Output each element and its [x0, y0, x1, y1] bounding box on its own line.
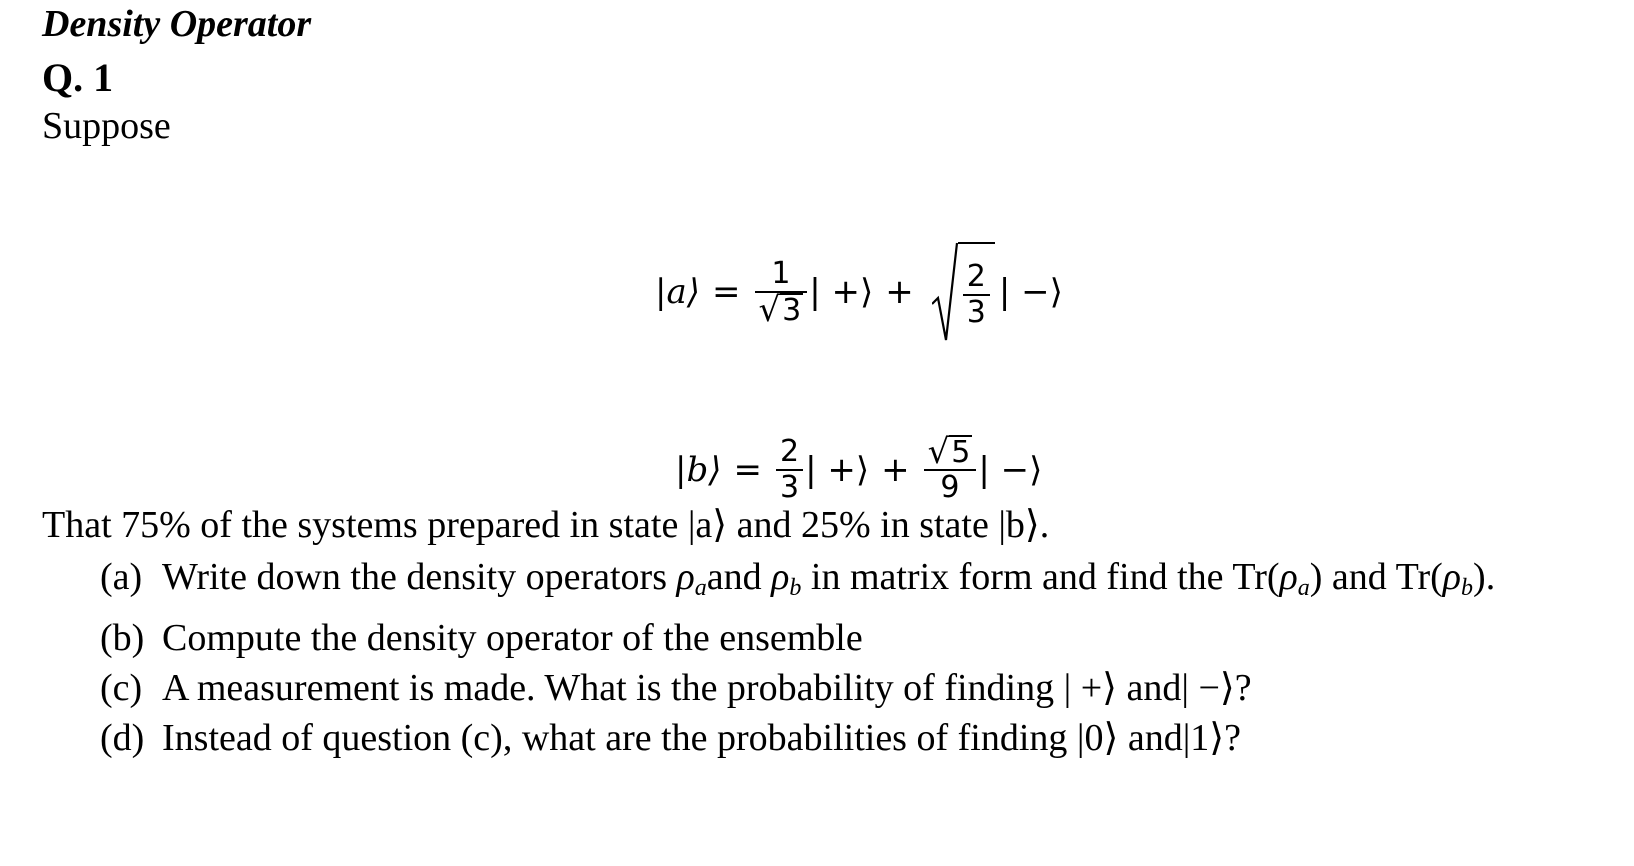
ket-plus: | +⟩	[805, 450, 870, 490]
plus-sign: +	[881, 450, 910, 490]
sqrt-icon: √	[758, 290, 781, 331]
list-item	[100, 713, 1620, 763]
section-heading: Density Operator	[42, 3, 312, 45]
fraction-two-thirds	[776, 435, 803, 506]
part-text: A measurement is made. What is the probability of finding | +⟩ and| −⟩?	[162, 667, 1252, 709]
plus-sign: +	[885, 272, 914, 312]
part-label: (a)	[100, 556, 143, 598]
fraction-root-five-over-nine	[924, 431, 977, 506]
fraction-one-over-root-three	[755, 255, 808, 331]
numerator: 2	[779, 433, 800, 469]
list-item	[100, 552, 1620, 613]
equals-sign: =	[712, 272, 741, 312]
sqrt-two-thirds	[932, 242, 995, 342]
denominator: 3	[966, 295, 986, 330]
denominator: 3	[779, 470, 800, 505]
sqrt-icon	[932, 242, 958, 342]
numerator: 2	[966, 258, 986, 294]
part-text: Write down the density operators $\rho_aand$ $\rho_b$ in matrix form and find the $Tr(\rho_a)$ and $Tr(\rho_b)$.	[162, 556, 1496, 601]
denominator-sqrt	[755, 290, 808, 331]
radicand: 5	[951, 434, 971, 470]
part-label: (d)	[100, 717, 145, 759]
equation-a	[655, 232, 1063, 352]
ket-minus: | −⟩	[998, 272, 1063, 312]
fraction-two-thirds	[963, 260, 990, 331]
radicand: 3	[782, 293, 802, 329]
problem-statement: That 75% of the systems prepared in state |a⟩ and 25% in state |b⟩.	[42, 504, 1050, 546]
equals-sign: =	[733, 450, 762, 490]
part-text: Compute the density operator of the ensemble	[162, 617, 863, 659]
question-number: Q. 1	[42, 55, 114, 100]
ket-plus: | +⟩	[809, 272, 874, 312]
numerator-sqrt	[924, 431, 977, 472]
part-text: Instead of question (c), what are the probabilities of finding |0⟩ and|1⟩?	[162, 717, 1241, 759]
list-item	[100, 663, 1620, 713]
ket-a-lhs: |a⟩	[655, 272, 700, 312]
sqrt-icon: √	[927, 431, 950, 472]
numerator: 1	[771, 255, 791, 291]
part-label: (b)	[100, 617, 145, 659]
question-parts	[100, 552, 1620, 763]
denominator: 9	[940, 469, 960, 505]
ket-b-lhs: |b⟩	[675, 450, 722, 490]
ket-minus: | −⟩	[978, 450, 1043, 490]
intro-text: Suppose	[42, 105, 171, 147]
part-label: (c)	[100, 667, 143, 709]
list-item	[100, 613, 1620, 663]
